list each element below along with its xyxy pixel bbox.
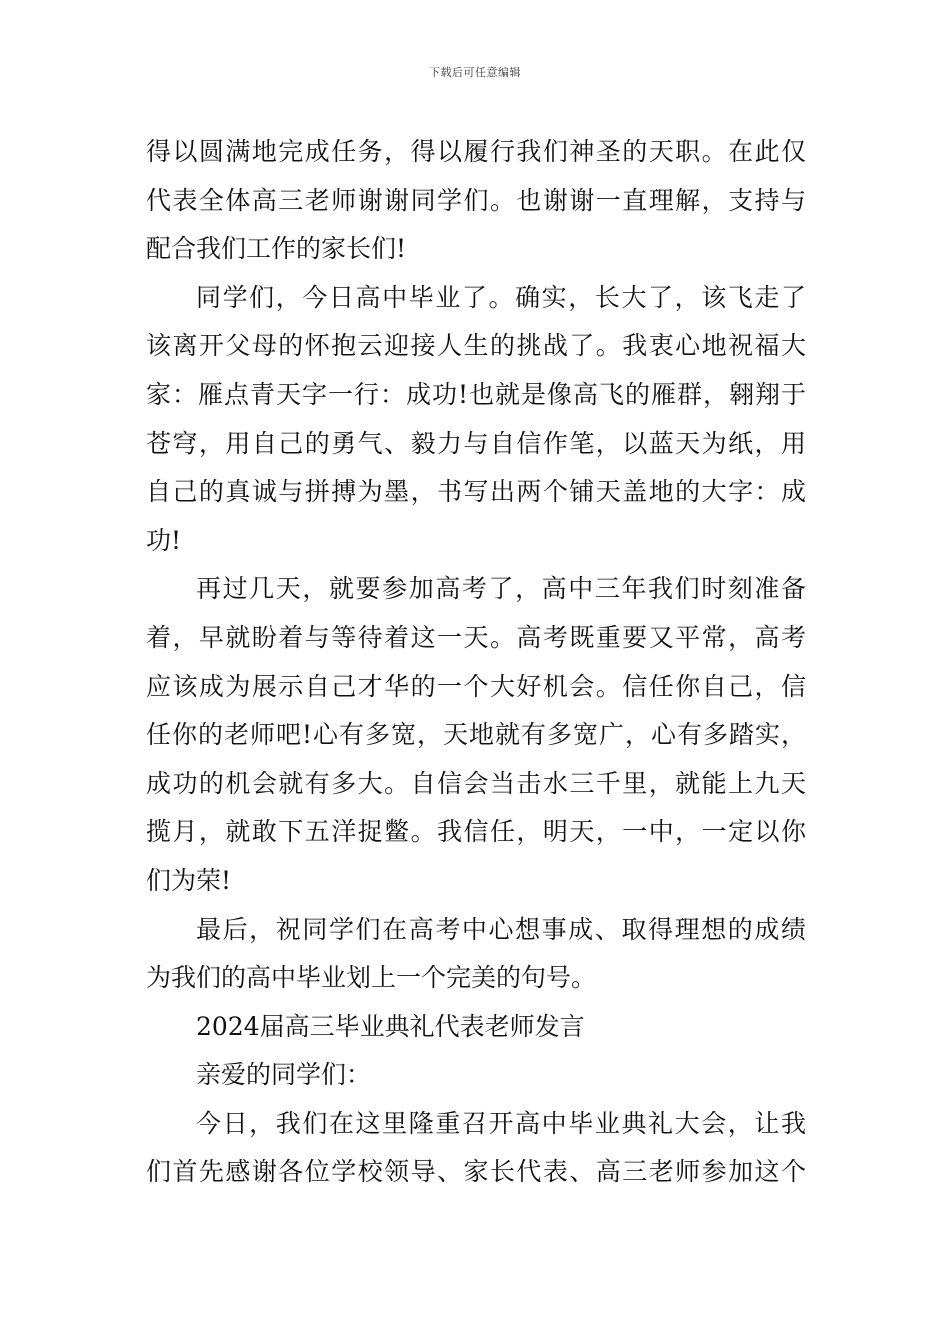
text-line: 2024届高三毕业典礼代表老师发言 [196,1011,585,1041]
text-line: 家：雁点青天字一行：成功!也就是像高飞的雁群，翱翔于 [146,379,806,409]
text-line: 自己的真诚与拼搏为墨，书写出两个铺天盖地的大字：成 [146,477,806,507]
text-line: 任你的老师吧!心有多宽，天地就有多宽广，心有多踏实， [146,720,806,750]
text-line: 该离开父母的怀抱云迎接人生的挑战了。我衷心地祝福大 [146,331,806,361]
text-line: 最后，祝同学们在高考中心想事成、取得理想的成绩 [196,914,806,944]
text-line: 成功的机会就有多大。自信会当击水三千里，就能上九天 [146,768,806,798]
text-line: 再过几天，就要参加高考了，高中三年我们时刻准备 [196,574,806,604]
text-line: 们首先感谢各位学校领导、家长代表、高三老师参加这个 [146,1157,806,1187]
document-body [146,128,806,1197]
text-line: 配合我们工作的家长们! [146,234,407,264]
text-line: 功! [146,525,182,555]
text-line: 揽月，就敢下五洋捉鳖。我信任，明天，一中，一定以你 [146,817,806,847]
text-line: 苍穹，用自己的勇气、毅力与自信作笔，以蓝天为纸，用 [146,428,806,458]
text-line: 代表全体高三老师谢谢同学们。也谢谢一直理解，支持与 [146,185,806,215]
text-line: 着，早就盼着与等待着这一天。高考既重要又平常，高考 [146,622,806,652]
text-line: 们为荣! [146,865,232,895]
text-line: 应该成为展示自己才华的一个大好机会。信任你自己，信 [146,671,806,701]
text-line: 同学们，今日高中毕业了。确实，长大了，该飞走了 [196,282,806,312]
page-header: 下载后可任意编辑 [429,66,521,79]
text-line: 今日，我们在这里隆重召开高中毕业典礼大会，让我 [196,1108,806,1138]
text-line: 亲爱的同学们： [196,1060,372,1090]
text-line: 为我们的高中毕业划上一个完美的句号。 [146,963,597,993]
text-line: 得以圆满地完成任务，得以履行我们神圣的天职。在此仅 [146,137,806,166]
